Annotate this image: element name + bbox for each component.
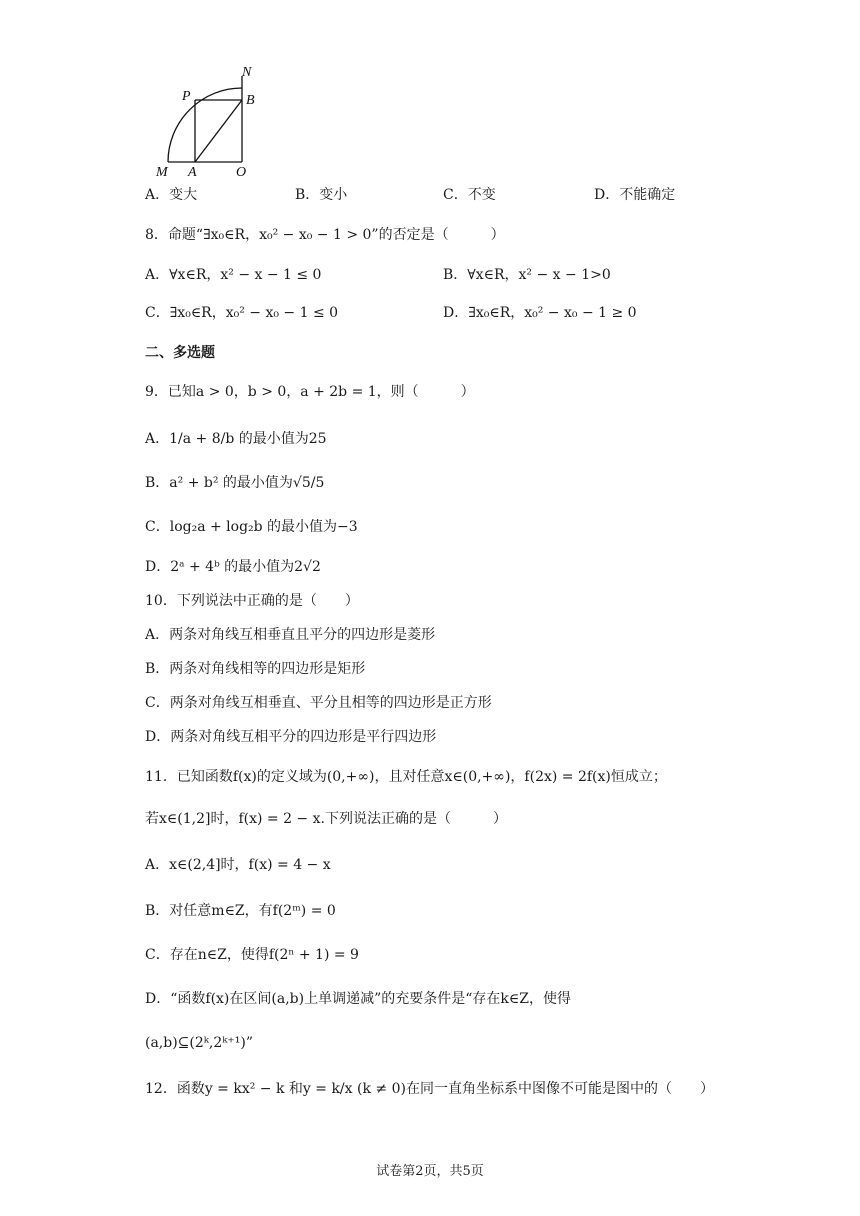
q7-option-b[interactable]: B．变小 xyxy=(295,187,348,203)
arc-mn xyxy=(168,88,242,162)
q8-option-b[interactable]: B．∀x∈R，x² − x − 1>0 xyxy=(443,267,611,283)
q10-stem: 10．下列说法中正确的是（ ） xyxy=(145,593,359,609)
q12-stem: 12．函数y = kx² − k 和y = k/x (k ≠ 0)在同一直角坐标系中图像不可能是图中的（ ） xyxy=(145,1081,714,1097)
label-b: B xyxy=(246,93,255,108)
segment-ab xyxy=(195,100,242,162)
q10-option-b[interactable]: B．两条对角线相等的四边形是矩形 xyxy=(145,661,366,677)
label-a: A xyxy=(188,165,197,180)
label-p: P xyxy=(182,89,191,104)
q11-option-d-line1[interactable]: D．“函数f(x)在区间(a,b)上单调递减”的充要条件是“存在k∈Z，使得 xyxy=(145,991,571,1007)
q11-option-b[interactable]: B．对任意m∈Z，有f(2ᵐ) = 0 xyxy=(145,903,336,919)
q8-option-a[interactable]: A．∀x∈R，x² − x − 1 ≤ 0 xyxy=(145,267,322,283)
q10-option-a[interactable]: A．两条对角线互相垂直且平分的四边形是菱形 xyxy=(145,627,436,643)
q8-option-c[interactable]: C．∃x₀∈R，x₀² − x₀ − 1 ≤ 0 xyxy=(145,305,339,321)
label-m: M xyxy=(156,165,168,180)
q11-stem-line1: 11．已知函数f(x)的定义域为(0,+∞)，且对任意x∈(0,+∞)，f(2x) = 2f(x)恒成立； xyxy=(145,769,667,785)
q9-stem: 9．已知a > 0，b > 0，a + 2b = 1，则（ ） xyxy=(145,384,475,400)
q7-option-d[interactable]: D．不能确定 xyxy=(594,187,676,203)
q10-option-d[interactable]: D．两条对角线互相平分的四边形是平行四边形 xyxy=(145,729,437,745)
q11-option-d-line2: (a,b)⊆(2ᵏ,2ᵏ⁺¹)” xyxy=(145,1035,253,1051)
q9-option-b[interactable]: B．a² + b² 的最小值为√5/5 xyxy=(145,475,325,491)
q9-option-a[interactable]: A．1/a + 8/b 的最小值为25 xyxy=(145,431,327,447)
geometry-figure xyxy=(150,62,260,182)
q8-option-d[interactable]: D．∃x₀∈R，x₀² − x₀ − 1 ≥ 0 xyxy=(443,305,637,321)
q9-option-c[interactable]: C．log₂a + log₂b 的最小值为−3 xyxy=(145,519,358,535)
q11-option-c[interactable]: C．存在n∈Z，使得f(2ⁿ + 1) = 9 xyxy=(145,947,359,963)
label-n: N xyxy=(242,65,252,80)
label-o: O xyxy=(236,165,247,180)
q10-option-c[interactable]: C．两条对角线互相垂直、平分且相等的四边形是正方形 xyxy=(145,695,492,711)
q7-option-c[interactable]: C．不变 xyxy=(443,187,496,203)
section-title: 二、多选题 xyxy=(145,345,215,361)
q8-stem: 8．命题“∃x₀∈R，x₀² − x₀ − 1 > 0”的否定是（ ） xyxy=(145,227,505,243)
page-footer: 试卷第2页，共5页 xyxy=(376,1164,484,1179)
q7-option-a[interactable]: A．变大 xyxy=(145,187,198,203)
q9-option-d[interactable]: D．2ᵃ + 4ᵇ 的最小值为2√2 xyxy=(145,559,321,575)
q11-option-a[interactable]: A．x∈(2,4]时，f(x) = 4 − x xyxy=(145,857,331,873)
q11-stem-line2: 若x∈(1,2]时，f(x) = 2 − x.下列说法正确的是（ ） xyxy=(145,811,507,827)
